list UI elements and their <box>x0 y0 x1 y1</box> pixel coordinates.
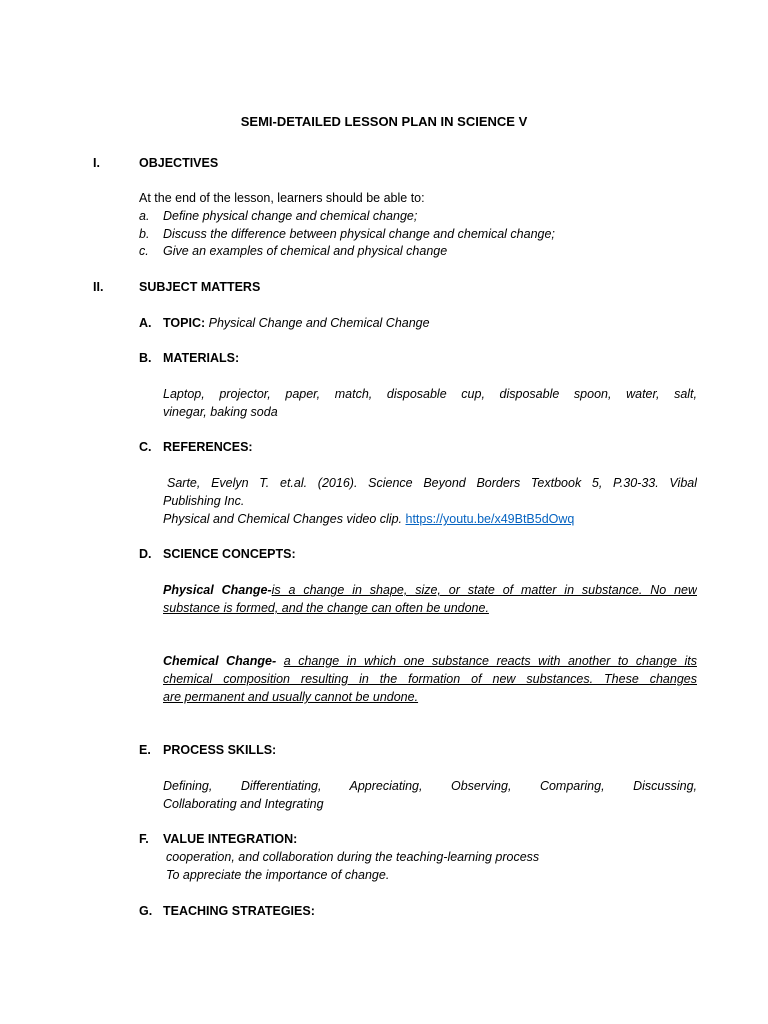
materials-line: vinegar, baking soda <box>163 405 278 419</box>
value-integration-line: cooperation, and collaboration during the teaching-learning process <box>166 850 540 864</box>
chemical-change-term: Chemical Change- <box>163 654 277 668</box>
topic-line <box>163 314 430 332</box>
topic-marker: A. <box>139 316 152 330</box>
section-heading-subject-matters: SUBJECT MATTERS <box>139 280 261 294</box>
chemical-change-definition: are permanent and usually cannot be undone. <box>163 690 419 704</box>
references-label: REFERENCES: <box>163 440 253 454</box>
physical-change-line <box>163 581 697 599</box>
process-skills-label: PROCESS SKILLS: <box>163 743 277 757</box>
teaching-strategies-label: TEACHING STRATEGIES: <box>163 904 315 918</box>
objective-item: Give an examples of chemical and physical change <box>163 244 448 258</box>
reference-line: Publishing Inc. <box>163 494 245 508</box>
physical-change-term: Physical Change- <box>163 583 272 597</box>
physical-change-definition: substance is formed, and the change can often be undone. <box>163 601 489 615</box>
science-concepts-marker: D. <box>139 547 152 561</box>
document-title: SEMI-DETAILED LESSON PLAN IN SCIENCE V <box>240 114 528 129</box>
physical-change-definition: is a change in shape, size, or state of matter in substance. No new <box>271 583 697 597</box>
process-skills-marker: E. <box>139 743 151 757</box>
value-integration-label: VALUE INTEGRATION: <box>163 832 298 846</box>
process-skills-line: Defining, Differentiating, Appreciating, Observing, Comparing, Discussing, <box>163 779 697 793</box>
value-integration-line: To appreciate the importance of change. <box>166 868 390 882</box>
value-integration-marker: F. <box>139 832 149 846</box>
objective-marker: a. <box>139 209 150 223</box>
teaching-strategies-marker: G. <box>139 904 153 918</box>
video-label: Physical and Chemical Changes video clip. <box>163 512 403 526</box>
objective-item: Discuss the difference between physical change and chemical change; <box>163 227 555 241</box>
science-concepts-label: SCIENCE CONCEPTS: <box>163 547 296 561</box>
topic-label: TOPIC: <box>163 316 206 330</box>
materials-label: MATERIALS: <box>163 351 240 365</box>
reference-line: Sarte, Evelyn T. et.al. (2016). Science Beyond Borders Textbook 5, P.30-33. Vibal <box>167 476 697 490</box>
objective-marker: b. <box>139 227 150 241</box>
process-skills-line: Collaborating and Integrating <box>163 797 324 811</box>
objectives-intro: At the end of the lesson, learners should be able to: <box>139 191 425 205</box>
materials-line: Laptop, projector, paper, match, disposable cup, disposable spoon, water, salt, <box>163 387 697 401</box>
section-heading-objectives: OBJECTIVES <box>139 156 219 170</box>
section-numeral-subject-matters: II. <box>93 280 104 294</box>
topic-value: Physical Change and Chemical Change <box>208 316 430 330</box>
materials-marker: B. <box>139 351 152 365</box>
objective-item: Define physical change and chemical change; <box>163 209 418 223</box>
section-numeral-objectives: I. <box>93 156 100 170</box>
references-marker: C. <box>139 440 152 454</box>
objective-marker: c. <box>139 244 149 258</box>
video-reference-line <box>163 510 574 528</box>
chemical-change-definition: a change in which one substance reacts with another to change its <box>283 654 697 668</box>
video-link[interactable]: https://youtu.be/x49BtB5dOwq <box>405 512 575 526</box>
chemical-change-definition: chemical composition resulting in the formation of new substances. These changes <box>163 672 697 686</box>
chemical-change-line <box>163 652 697 670</box>
